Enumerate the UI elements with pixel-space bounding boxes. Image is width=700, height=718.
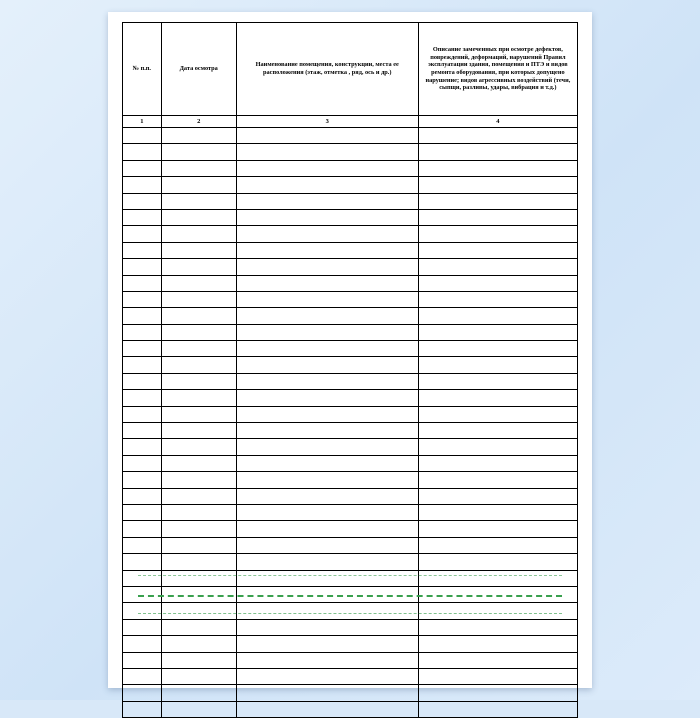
table-cell[interactable] [418,259,577,275]
table-cell[interactable] [123,357,162,373]
table-cell[interactable] [161,472,236,488]
table-cell[interactable] [418,603,577,619]
table-cell[interactable] [161,226,236,242]
table-row [123,504,578,520]
table-cell[interactable] [236,488,418,504]
table-cell[interactable] [418,144,577,160]
table-cell[interactable] [418,291,577,307]
table-cell[interactable] [161,308,236,324]
table-row [123,586,578,602]
table-cell[interactable] [161,259,236,275]
table-cell[interactable] [236,128,418,144]
table-cell[interactable] [123,586,162,602]
table-cell[interactable] [123,537,162,553]
table-cell[interactable] [123,308,162,324]
table-cell[interactable] [161,242,236,258]
table-cell[interactable] [418,128,577,144]
table-cell[interactable] [236,455,418,471]
table-cell[interactable] [418,652,577,668]
table-header [123,23,578,128]
table-row [123,619,578,635]
table-cell[interactable] [236,242,418,258]
table-row [123,226,578,242]
table-row [123,554,578,570]
table-cell[interactable] [236,160,418,176]
document-content-area [122,22,578,680]
table-cell[interactable] [418,685,577,701]
table-cell[interactable] [236,472,418,488]
table-cell[interactable] [123,160,162,176]
table-cell[interactable] [236,357,418,373]
table-row [123,242,578,258]
table-cell[interactable] [418,275,577,291]
table-cell[interactable] [418,455,577,471]
table-cell[interactable] [123,439,162,455]
table-cell[interactable] [418,472,577,488]
table-cell[interactable] [123,390,162,406]
table-row [123,357,578,373]
table-cell[interactable] [418,390,577,406]
table-cell[interactable] [123,701,162,717]
table-cell[interactable] [236,586,418,602]
table-row [123,390,578,406]
table-cell[interactable] [418,242,577,258]
table-cell[interactable] [236,701,418,717]
table-cell[interactable] [123,144,162,160]
table-cell[interactable] [123,209,162,225]
table-cell[interactable] [123,652,162,668]
table-cell[interactable] [236,537,418,553]
table-body [123,128,578,718]
table-cell[interactable] [418,521,577,537]
table-cell[interactable] [161,160,236,176]
document-page [108,12,592,688]
table-cell[interactable] [418,209,577,225]
table-cell[interactable] [161,357,236,373]
table-cell[interactable] [161,291,236,307]
table-cell[interactable] [418,357,577,373]
table-cell[interactable] [161,275,236,291]
table-cell[interactable] [418,324,577,340]
table-cell[interactable] [123,488,162,504]
table-row [123,652,578,668]
column-number-4: 4 [418,116,577,128]
table-cell[interactable] [161,619,236,635]
table-cell[interactable] [236,423,418,439]
table-cell[interactable] [236,373,418,389]
table-row [123,144,578,160]
table-cell[interactable] [418,341,577,357]
table-cell[interactable] [236,177,418,193]
table-row [123,193,578,209]
table-cell[interactable] [418,308,577,324]
table-cell[interactable] [161,652,236,668]
table-cell[interactable] [418,177,577,193]
column-number-3: 3 [236,116,418,128]
table-cell[interactable] [236,619,418,635]
table-row [123,259,578,275]
table-row [123,521,578,537]
table-cell[interactable] [161,144,236,160]
table-cell[interactable] [161,455,236,471]
table-cell[interactable] [161,636,236,652]
table-cell[interactable] [123,636,162,652]
table-cell[interactable] [236,291,418,307]
table-row [123,636,578,652]
table-cell[interactable] [161,423,236,439]
table-cell[interactable] [418,193,577,209]
table-cell[interactable] [236,636,418,652]
table-row [123,160,578,176]
table-cell[interactable] [236,259,418,275]
table-row [123,472,578,488]
table-cell[interactable] [161,554,236,570]
column-header-location: Наименование помещения, конструкции, места ее расположения (этаж, отметка , ряд, ось и др.) [236,23,418,116]
column-header-defect-description: Описание замеченных при осмотре дефектов, повреждений, деформаций, нарушений Правил эксплуатации здания, помещения и ПТЭ и видов ремонта оборудования, при которых допущено нарушение; видов агрессивных воздействий (течи, сыпщи, разливы, удары, вибрация и т.д.) [418,23,577,116]
table-cell[interactable] [161,685,236,701]
table-row [123,324,578,340]
table-cell[interactable] [236,209,418,225]
table-row [123,537,578,553]
table-cell[interactable] [161,406,236,422]
table-cell[interactable] [236,341,418,357]
table-cell[interactable] [161,586,236,602]
table-cell[interactable] [418,636,577,652]
table-cell[interactable] [123,177,162,193]
table-cell[interactable] [418,406,577,422]
table-cell[interactable] [418,160,577,176]
table-cell[interactable] [418,488,577,504]
table-cell[interactable] [418,570,577,586]
table-cell[interactable] [236,193,418,209]
table-row [123,570,578,586]
table-row [123,423,578,439]
table-cell[interactable] [123,275,162,291]
table-cell[interactable] [123,242,162,258]
table-cell[interactable] [236,144,418,160]
table-cell[interactable] [161,570,236,586]
table-cell[interactable] [236,439,418,455]
table-cell[interactable] [161,521,236,537]
table-cell[interactable] [418,537,577,553]
table-row [123,341,578,357]
table-cell[interactable] [161,390,236,406]
table-cell[interactable] [236,668,418,684]
table-cell[interactable] [418,423,577,439]
table-cell[interactable] [123,324,162,340]
table-cell[interactable] [161,373,236,389]
table-cell[interactable] [161,128,236,144]
table-cell[interactable] [123,373,162,389]
table-cell[interactable] [236,521,418,537]
table-cell[interactable] [236,390,418,406]
table-cell[interactable] [236,406,418,422]
table-cell[interactable] [161,177,236,193]
table-row [123,291,578,307]
table-row [123,685,578,701]
table-cell[interactable] [161,701,236,717]
table-cell[interactable] [123,128,162,144]
table-row [123,668,578,684]
table-cell[interactable] [123,259,162,275]
table-row [123,701,578,717]
table-cell[interactable] [418,668,577,684]
table-cell[interactable] [123,668,162,684]
table-cell[interactable] [123,455,162,471]
table-cell[interactable] [236,570,418,586]
table-cell[interactable] [418,701,577,717]
table-cell[interactable] [161,439,236,455]
table-row [123,128,578,144]
table-cell[interactable] [123,341,162,357]
table-cell[interactable] [236,652,418,668]
table-cell[interactable] [161,537,236,553]
table-row [123,439,578,455]
table-cell[interactable] [123,685,162,701]
table-cell[interactable] [123,193,162,209]
table-header-row [123,23,578,116]
table-cell[interactable] [161,193,236,209]
table-cell[interactable] [418,226,577,242]
table-cell[interactable] [123,226,162,242]
table-cell[interactable] [123,603,162,619]
table-cell[interactable] [123,554,162,570]
column-number-1: 1 [123,116,162,128]
table-cell[interactable] [236,226,418,242]
column-number-2: 2 [161,116,236,128]
table-row [123,308,578,324]
column-header-inspection-date: Дата осмотра [161,23,236,116]
table-cell[interactable] [418,619,577,635]
table-cell[interactable] [123,406,162,422]
table-row [123,373,578,389]
table-cell[interactable] [123,423,162,439]
table-cell[interactable] [123,619,162,635]
table-cell[interactable] [236,685,418,701]
table-row [123,488,578,504]
table-cell[interactable] [161,209,236,225]
table-row [123,275,578,291]
inspection-log-table [122,22,578,718]
table-cell[interactable] [123,472,162,488]
table-cell[interactable] [236,504,418,520]
table-row [123,177,578,193]
table-cell[interactable] [123,570,162,586]
table-cell[interactable] [161,668,236,684]
table-cell[interactable] [418,373,577,389]
table-cell[interactable] [123,291,162,307]
table-column-number-row [123,116,578,128]
table-row [123,406,578,422]
table-cell[interactable] [161,341,236,357]
table-cell[interactable] [236,324,418,340]
table-row [123,209,578,225]
table-row [123,603,578,619]
table-cell[interactable] [418,439,577,455]
table-cell[interactable] [418,554,577,570]
table-row [123,455,578,471]
table-cell[interactable] [236,308,418,324]
table-cell[interactable] [418,586,577,602]
table-cell[interactable] [123,521,162,537]
table-cell[interactable] [418,504,577,520]
table-cell[interactable] [161,324,236,340]
table-cell[interactable] [161,488,236,504]
table-cell[interactable] [236,603,418,619]
table-cell[interactable] [236,554,418,570]
table-cell[interactable] [123,504,162,520]
column-header-number: № п.п. [123,23,162,116]
table-cell[interactable] [161,603,236,619]
table-cell[interactable] [236,275,418,291]
table-cell[interactable] [161,504,236,520]
